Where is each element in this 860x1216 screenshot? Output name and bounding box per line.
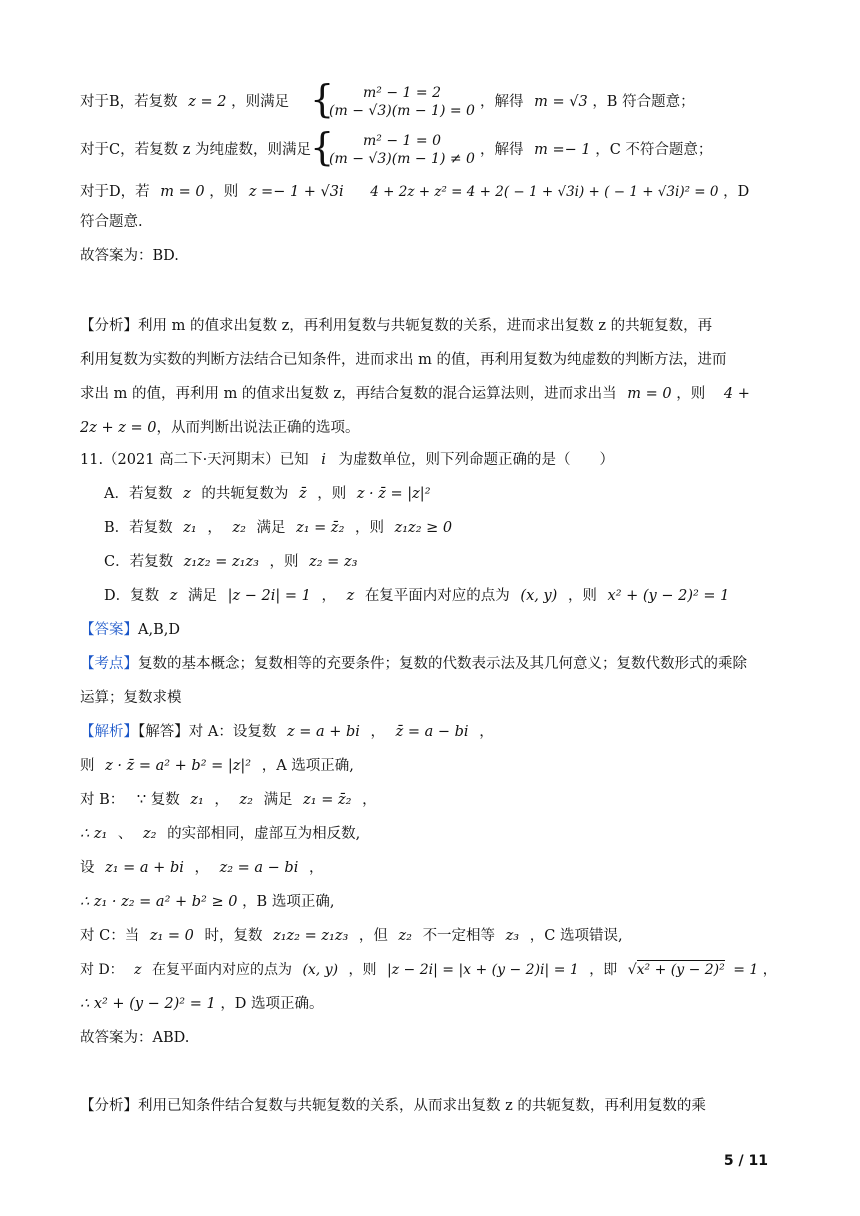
math: z₁z₂ = z₁z₃ <box>273 928 349 944</box>
analysis-line: 利用复数为实数的判断方法结合已知条件，进而求出 m 的值，再利用复数为纯虚数的判断方法，进而 <box>80 352 727 368</box>
text: 利用已知条件结合复数与共轭复数的关系，从而求出复数 z 的共轭复数，再利用复数的乘 <box>138 1098 706 1114</box>
text: ，B 符合题意； <box>592 94 695 110</box>
text-line <box>80 92 289 112</box>
math: z₂ = a − bi <box>219 860 299 876</box>
text: ，则 <box>209 184 239 200</box>
text: ，C 不符合题意； <box>595 142 713 158</box>
math: (x, y) <box>520 588 558 604</box>
math: z = 2 <box>188 94 227 110</box>
text: 对于B，若复数 <box>80 94 178 110</box>
math: = 1 <box>733 962 759 978</box>
text: ，则 <box>676 386 706 402</box>
text: ， <box>207 520 222 536</box>
math: z <box>169 588 178 604</box>
text: 不一定相等 <box>422 928 496 944</box>
text: ，解得 <box>480 94 524 110</box>
math: 4 + 2z + z² = 4 + 2( − 1 + √3i) + ( − 1 + √3i)² = 0 <box>370 184 719 200</box>
kp-tag: 【考点】 <box>80 656 138 672</box>
math: 4 + <box>723 386 750 402</box>
text: 求出 m 的值，再利用 m 的值求出复数 z，再结合复数的混合运算法则，进而求出当 <box>80 386 617 402</box>
equation-system <box>322 132 482 168</box>
text: 满足 <box>188 588 217 604</box>
solution-tag: 【解析】 <box>80 724 138 740</box>
text-line <box>480 140 712 160</box>
knowledge-points-line <box>80 654 747 674</box>
text: ，A 选项正确, <box>261 758 354 774</box>
question-stem <box>80 450 614 470</box>
text: ，D 选项正确。 <box>220 996 324 1012</box>
math: 2z + z = 0 <box>80 420 157 436</box>
option-d <box>104 586 729 606</box>
solution-line <box>80 892 334 912</box>
math: m =− 1 <box>534 142 591 158</box>
option-a <box>104 484 431 504</box>
math: z₁z₂ ≥ 0 <box>394 520 453 536</box>
text: 时，复数 <box>204 928 263 944</box>
solution-line <box>80 722 494 742</box>
text: 满足 <box>256 520 286 536</box>
text: 【解答】对 A：设复数 <box>138 724 277 740</box>
text: 利用 m 的值求出复数 z，再利用复数与共轭复数的关系，进而求出复数 z 的共轭复数，再 <box>138 318 713 334</box>
text: 为虚数单位，则下列命题正确的是（ ） <box>338 452 615 468</box>
math: z₂ <box>143 826 157 842</box>
text: ，解得 <box>480 142 524 158</box>
text: B．若复数 <box>104 520 173 536</box>
math: m = √3 <box>534 94 588 110</box>
brace-glyph: { <box>310 125 335 169</box>
math: z₁ = a + bi <box>105 860 184 876</box>
math: z̄ <box>298 486 307 502</box>
option-b <box>104 518 452 538</box>
math: z₂ <box>239 792 253 808</box>
text: ， <box>762 962 777 978</box>
solution-line <box>80 790 377 810</box>
text: 对于C，若复数 z 为纯虚数，则满足 <box>80 142 311 158</box>
math: m = 0 <box>160 184 205 200</box>
text: ，B 选项正确, <box>242 894 335 910</box>
text-line <box>80 182 749 202</box>
math: z · z̄ = |z|² <box>356 486 431 502</box>
analysis-line <box>80 1096 706 1116</box>
text: A．若复数 <box>104 486 173 502</box>
math: z <box>183 486 191 502</box>
text: ，D <box>723 184 750 200</box>
text: 的实部相同，虚部互为相反数, <box>167 826 361 842</box>
math: z =− 1 + √3i <box>248 184 344 200</box>
text: ， <box>308 860 324 876</box>
text-line <box>480 92 695 112</box>
text: ， <box>362 792 377 808</box>
text-line: 符合题意. <box>80 214 143 230</box>
text: ，则 <box>567 588 597 604</box>
math: z₁ = 0 <box>149 928 194 944</box>
math: z <box>134 962 142 978</box>
math: m = 0 <box>627 386 672 402</box>
text: ，则 <box>269 554 299 570</box>
math: z₁ <box>190 792 204 808</box>
math: (x, y) <box>302 962 339 978</box>
text: ， <box>194 860 209 876</box>
option-c <box>104 552 357 572</box>
answer-line <box>80 620 180 640</box>
math: z₂ <box>232 520 246 536</box>
text: 在复平面内对应的点为 <box>151 962 292 978</box>
text: 满足 <box>263 792 293 808</box>
analysis-line <box>80 316 712 336</box>
equation: (m − √3)(m − 1) = 0 <box>329 103 475 119</box>
text: ， <box>214 792 229 808</box>
text: ，则满足 <box>231 94 290 110</box>
solution-line <box>80 858 323 878</box>
brace-glyph: { <box>310 77 335 121</box>
text-line <box>80 140 311 160</box>
math: z₃ <box>505 928 520 944</box>
equation: m² − 1 = 0 <box>363 133 441 149</box>
math: |z − 2i| = 1 <box>227 588 311 604</box>
answer-line: 故答案为：ABD. <box>80 1030 190 1046</box>
answer-value: A,B,D <box>138 622 180 638</box>
math: z₂ = z₃ <box>309 554 358 570</box>
math: ∴ z₁ <box>80 826 108 842</box>
math: ∴ z₁ · z₂ = a² + b² ≥ 0 <box>80 894 238 910</box>
equation: (m − √3)(m − 1) ≠ 0 <box>329 151 475 167</box>
text: 在复平面内对应的点为 <box>364 588 510 604</box>
text: C．若复数 <box>104 554 174 570</box>
math: z · z̄ = a² + b² = |z|² <box>105 758 252 774</box>
math: |z − 2i| = |x + (y − 2)i| = 1 <box>386 962 579 978</box>
text: 11.（2021 高二下·天河期末）已知 <box>80 452 309 468</box>
analysis-line <box>80 384 750 404</box>
text: ，但 <box>358 928 388 944</box>
solution-line: 对 D： z 在复平面内对应的点为 (x, y) ，则 |z − 2i| = |x + (y − 2)i| = 1 ，即 √x² + (y − 2)² = 1 ， <box>80 962 777 978</box>
text: 复数的基本概念；复数相等的充要条件；复数的代数表示法及其几何意义；复数代数形式的乘除 <box>138 656 747 672</box>
text: ，则 <box>355 520 384 536</box>
analysis-line <box>80 418 359 438</box>
text: ，则 <box>348 962 377 978</box>
text: ， <box>321 588 336 604</box>
math: z₂ <box>398 928 412 944</box>
text: ，即 <box>589 962 618 978</box>
text: 则 <box>80 758 95 774</box>
analysis-tag: 【分析】 <box>80 318 138 334</box>
text: 的共轭复数为 <box>201 486 289 502</box>
math: z̄ = a − bi <box>395 724 469 740</box>
knowledge-points-line: 运算；复数求模 <box>80 690 182 706</box>
math: x² + (y − 2)² = 1 <box>607 588 730 604</box>
equation-system <box>322 84 482 120</box>
sqrt-content: x² + (y − 2)² <box>636 962 725 978</box>
text: 对于D，若 <box>80 184 150 200</box>
text: 对 B： <box>80 792 125 808</box>
math: z₁ <box>183 520 197 536</box>
solution-line <box>80 994 324 1014</box>
page-number: 5 / 11 <box>723 1153 768 1169</box>
text: ，则 <box>317 486 347 502</box>
text: ，C 选项错误, <box>529 928 623 944</box>
analysis-tag: 【分析】 <box>80 1098 138 1114</box>
text: 设 <box>80 860 95 876</box>
math: z₁ = z̄₂ <box>296 520 345 536</box>
solution-line <box>80 756 354 776</box>
equation: m² − 1 = 2 <box>363 85 441 101</box>
text: ，从而判断出说法正确的选项。 <box>156 420 360 436</box>
solution-line <box>80 926 623 946</box>
math: z <box>346 588 355 604</box>
math: z₁z₂ = z₁z₃ <box>183 554 259 570</box>
answer-line: 故答案为：BD. <box>80 248 179 264</box>
text: 、 <box>117 826 133 842</box>
text: ， <box>370 724 386 740</box>
text: ∵ 复数 <box>136 792 180 808</box>
math: z₁ = z̄₂ <box>303 792 352 808</box>
text: ， <box>479 724 494 740</box>
math: ∴ x² + (y − 2)² = 1 <box>80 996 216 1012</box>
math: z = a + bi <box>286 724 360 740</box>
text: 对 C：当 <box>80 928 140 944</box>
text: D．复数 <box>104 588 160 604</box>
text: 对 D： <box>80 962 124 978</box>
solution-line <box>80 824 360 844</box>
math: i <box>321 452 326 468</box>
answer-tag: 【答案】 <box>80 622 138 638</box>
